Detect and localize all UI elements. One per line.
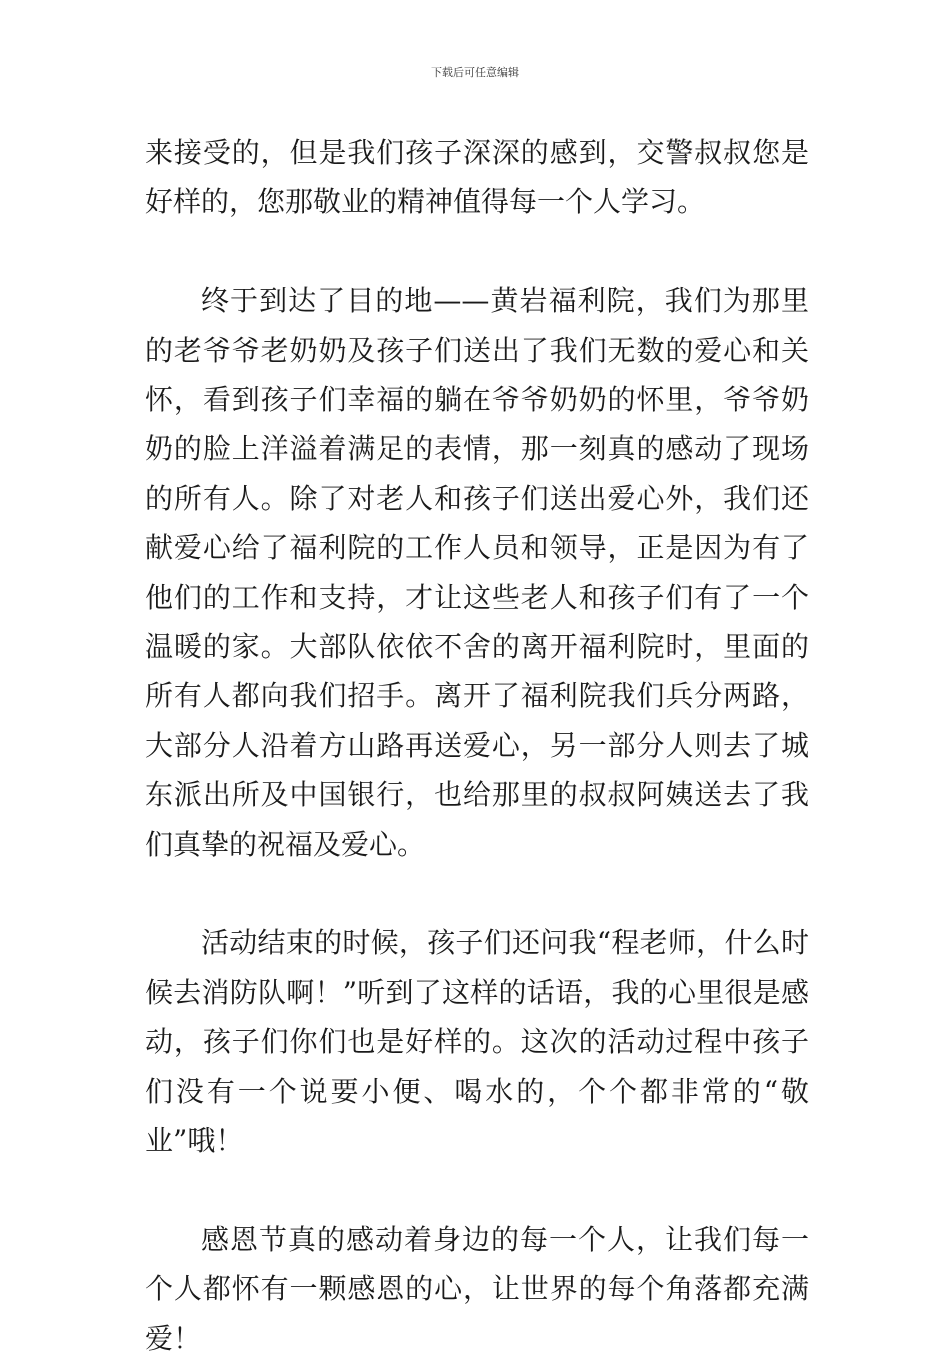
paragraph-2: 终于到达了目的地——黄岩福利院，我们为那里的老爷爷老奶奶及孩子们送出了我们无数的爱心和关怀，看到孩子们幸福的躺在爷爷奶奶的怀里，爷爷奶奶的脸上洋溢着满足的表情，那一刻真的感动了现场的所有人。除了对老人和孩子们送出爱心外，我们还献爱心给了福利院的工作人员和领导，正是因为有了他们的工作和支持，才让这些老人和孩子们有了一个温暖的家。大部队依依不舍的离开福利院时，里面的所有人都向我们招手。离开了福利院我们兵分两路，大部分人沿着方山路再送爱心，另一部分人则去了城东派出所及中国银行，也给那里的叔叔阿姨送去了我们真挚的祝福及爱心。: [145, 284, 809, 861]
paragraph-spacer: [145, 869, 809, 918]
paragraph-1: 来接受的，但是我们孩子深深的感到，交警叔叔您是好样的，您那敬业的精神值得每一个人学习。: [145, 136, 809, 219]
page-header: 下载后可任意编辑: [431, 66, 519, 79]
paragraph-spacer: [145, 227, 809, 276]
paragraph-spacer: [145, 1166, 809, 1215]
paragraph-3: 活动结束的时候，孩子们还问我“程老师，什么时候去消防队啊！”听到了这样的话语，我的心里很是感动，孩子们你们也是好样的。这次的活动过程中孩子们没有一个说要小便、喝水的，个个都非常的“敬业”哦！: [145, 926, 809, 1158]
document-body: [145, 128, 809, 1363]
paragraph-4: 感恩节真的感动着身边的每一个人，让我们每一个人都怀有一颗感恩的心，让世界的每个角落都充满爱！: [145, 1222, 809, 1355]
